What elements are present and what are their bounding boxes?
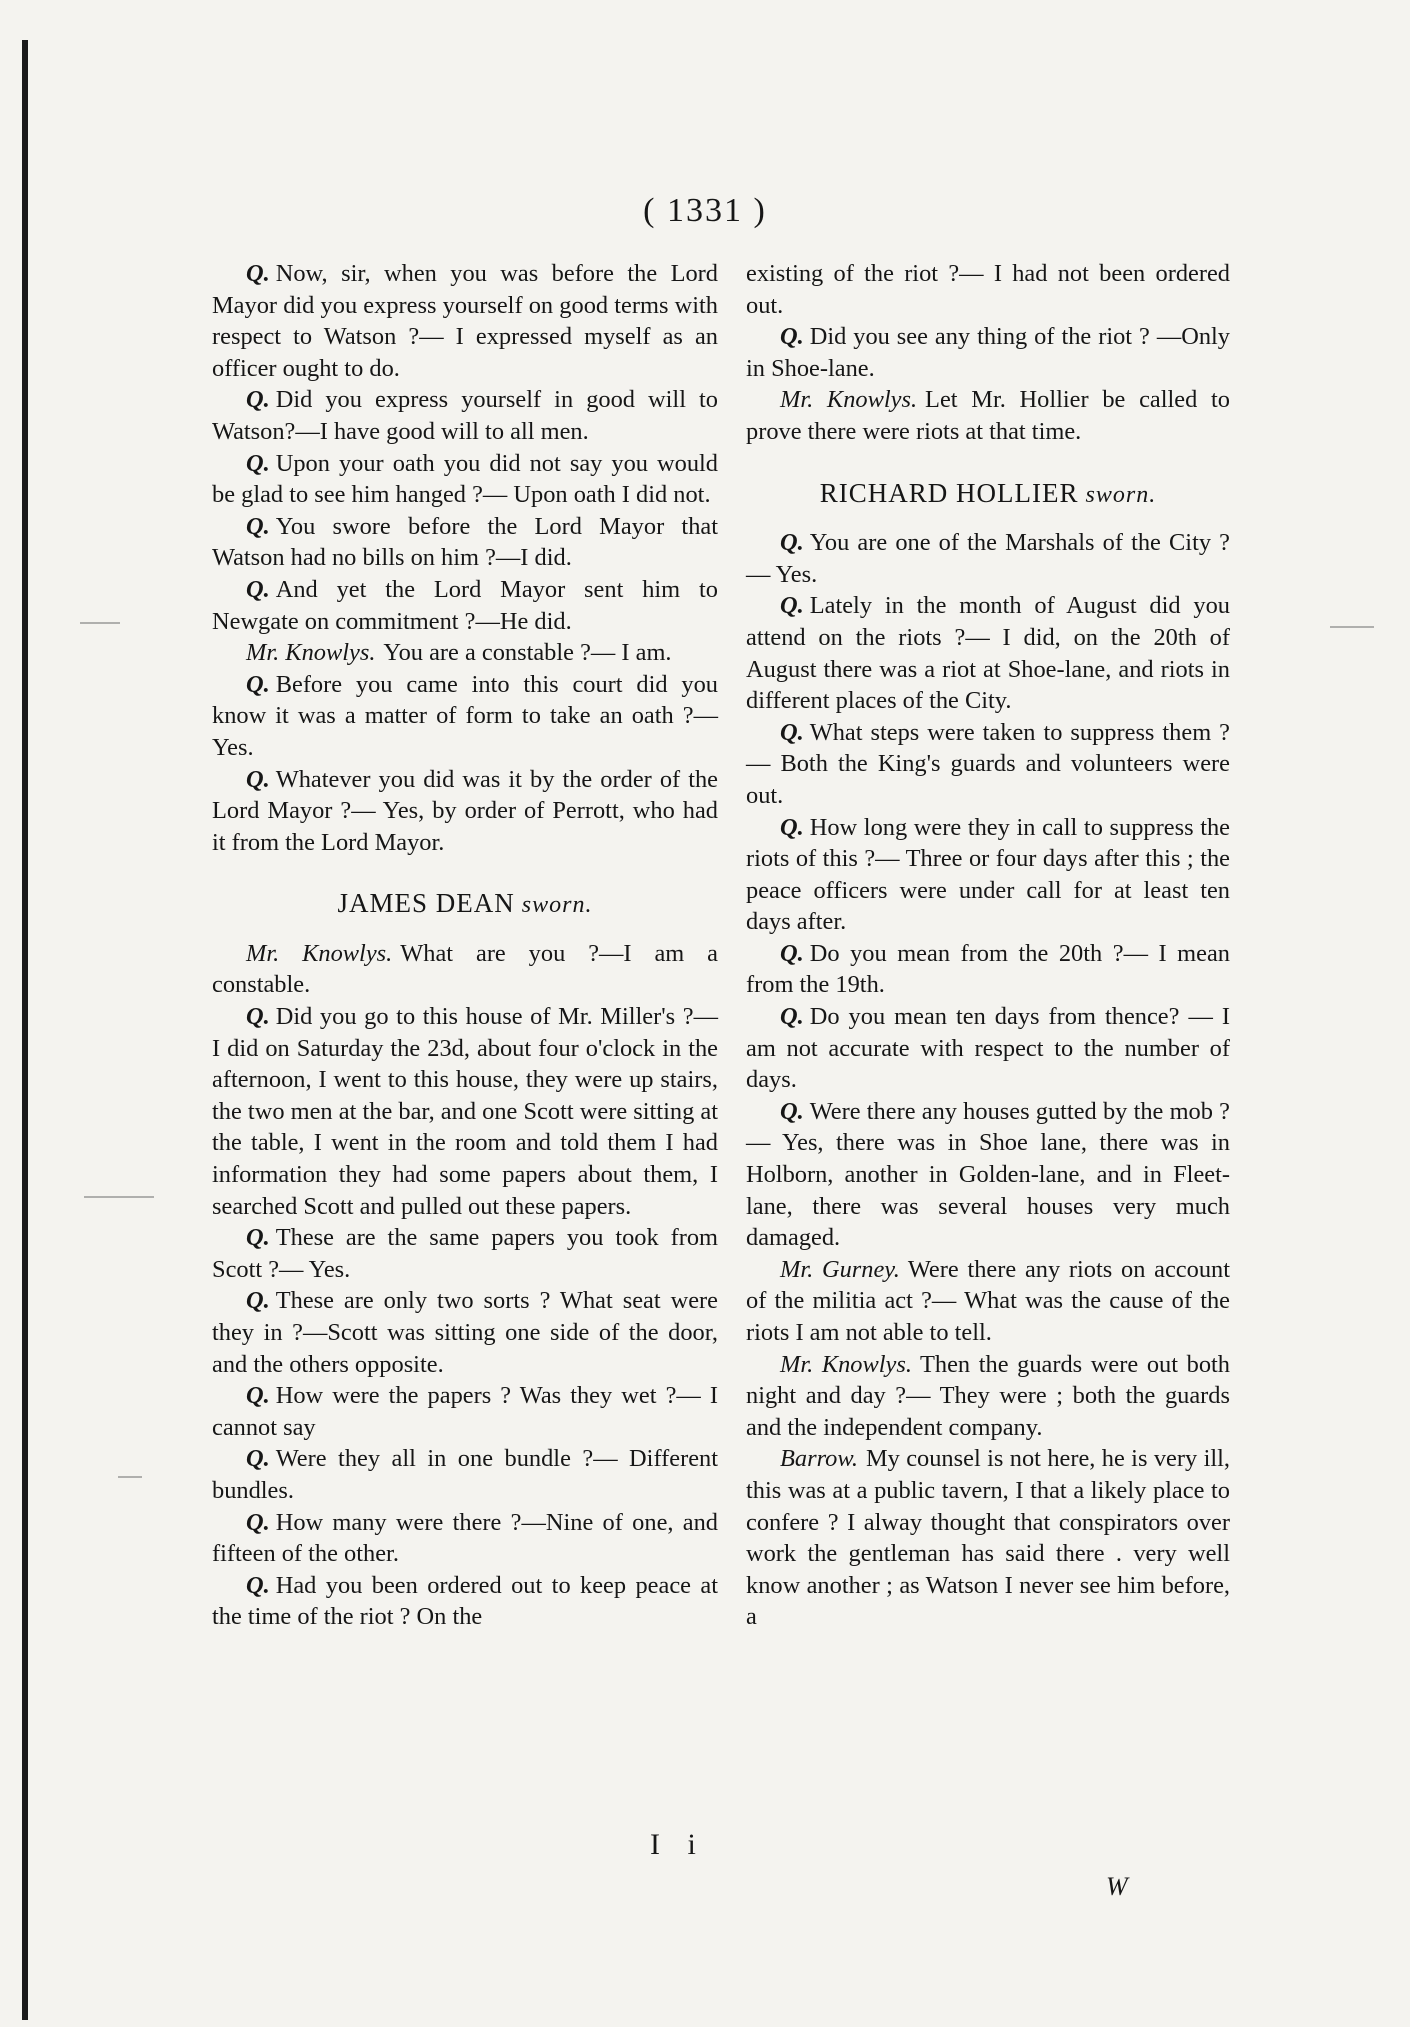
question-mark: Q. [246,1508,270,1536]
testimony-paragraph [212,764,718,859]
testimony-paragraph [212,1507,718,1570]
testimony-paragraph [746,812,1230,938]
question-mark: Q. [780,323,804,351]
testimony-paragraph [212,1570,718,1633]
testimony-paragraph [746,717,1230,812]
testimony-paragraph [746,258,1230,321]
question-mark: Q. [246,670,270,698]
testimony-text: Were they all in one bundle ?— Different bundles. [212,1445,718,1504]
testimony-paragraph [746,938,1230,1001]
question-mark: Q. [246,260,270,287]
testimony-paragraph [746,527,1230,590]
witness-heading [212,888,718,922]
testimony-text: Do you mean ten days from thence? — I am not accurate with respect to the number of days. [746,1003,1230,1094]
testimony-text: You swore before the Lord Mayor that Watson had no bills on him ?—I did. [212,512,718,572]
testimony-paragraph [746,590,1230,716]
question-mark: Q. [780,529,804,557]
testimony-text: And yet the Lord Mayor sent him to Newgate on commitment ?—He did. [212,575,718,635]
speaker-name: Mr. Knowlys. [780,1350,912,1378]
testimony-text: Then the guards were out both night and day ?— They were ; both the guards and the independent company. [746,1350,1230,1441]
testimony-text: What are you ?—I am a constable. [212,939,718,999]
testimony-text: How long were they in call to suppress the riots of this ?— Three or four days after this ; the peace officers were under call for at least ten days after. [746,813,1230,936]
question-mark: Q. [246,386,270,414]
testimony-paragraph [746,1254,1230,1349]
question-mark: Q. [780,1097,804,1125]
question-mark: Q. [246,765,270,793]
testimony-paragraph [212,1380,718,1443]
testimony-text: My counsel is not here, he is very ill, this was at a public tavern, I that a likely place to confere ? I alway thought that conspirators over work the gentleman has said there . very well know another ; as Watson I never see him before, a [746,1445,1230,1631]
witness-name: RICHARD HOLLIER [819,477,1079,508]
witness-heading [746,478,1230,512]
testimony-text: Before you came into this court did you know it was a matter of form to take an oath ?— Yes. [212,670,718,761]
testimony-text: These are only two sorts ? What seat were they in ?—Scott was sitting one side of the door, and the others opposite. [212,1287,718,1378]
scan-smudge [1330,626,1374,628]
signature-mark: I i [650,1828,706,1861]
scan-smudge [84,1196,154,1198]
testimony-text: Did you go to this house of Mr. Miller's ?— I did on Saturday the 23d, about four o'clock in the afternoon, I went to this house, they were up stairs, the two men at the bar, and one Scott were sitting at the table, I went in the room and told them I had information they had some papers about them, I searched Scott and pulled out these papers. [212,1003,718,1220]
question-mark: Q. [246,1003,270,1031]
testimony-text: existing of the riot ?— I had not been ordered out. [746,260,1230,319]
question-mark: Q. [780,939,804,967]
testimony-text: Were there any houses gutted by the mob ?— Yes, there was in Shoe lane, there was in Holborn, another in Golden-lane, and in Fleet-lane, there was several houses very much damaged. [746,1097,1230,1252]
sworn-label: sworn. [514,892,593,919]
testimony-paragraph [746,384,1230,447]
sworn-label: sworn. [1078,481,1157,508]
testimony-text: You are a constable ?— I am. [383,639,672,667]
question-mark: Q. [246,575,270,603]
witness-name: JAMES DEAN [337,888,515,919]
testimony-text: Did you see any thing of the riot ? —Only in Shoe-lane. [746,323,1230,382]
question-mark: Q. [246,1287,270,1315]
testimony-paragraph [212,511,718,574]
testimony-text: Let Mr. Hollier be called to prove there were riots at that time. [746,386,1231,445]
testimony-paragraph [212,1001,718,1222]
question-mark: Q. [246,1382,270,1410]
testimony-text: Did you express yourself in good will to Watson?—I have good will to all men. [212,386,718,445]
testimony-paragraph [212,448,718,511]
testimony-paragraph [746,1443,1230,1633]
speaker-name: Mr. Knowlys. [780,386,918,414]
question-mark: Q. [780,592,804,620]
testimony-paragraph [746,321,1230,384]
testimony-paragraph [212,384,718,447]
question-mark: Q. [246,1224,270,1252]
catchword: W [1106,1872,1128,1901]
question-mark: Q. [246,1445,270,1473]
testimony-paragraph [212,1285,718,1380]
right-column [746,258,1230,1633]
question-mark: Q. [780,813,804,841]
testimony-paragraph [212,1222,718,1285]
testimony-text: How many were there ?—Nine of one, and fifteen of the other. [212,1508,718,1568]
speaker-name: Mr. Gurney. [780,1255,900,1283]
scan-smudge [80,622,120,624]
question-mark: Q. [780,1003,804,1031]
testimony-text: Whatever you did was it by the order of the Lord Mayor ?— Yes, by order of Perrott, who had it from the Lord Mayor. [212,765,718,856]
testimony-text: How were the papers ? Was they wet ?— I cannot say [212,1382,718,1441]
testimony-paragraph [212,574,718,637]
testimony-text: These are the same papers you took from Scott ?— Yes. [212,1224,718,1283]
testimony-paragraph [746,1096,1230,1254]
testimony-paragraph [212,938,718,1001]
testimony-paragraph [212,258,718,384]
testimony-text: Do you mean from the 20th ?— I mean from the 19th. [746,939,1230,999]
testimony-text: What steps were taken to suppress them ?— Both the King's guards and volunteers were out. [746,718,1230,809]
testimony-paragraph [212,637,718,669]
testimony-text: Now, sir, when you was before the Lord Mayor did you express yourself on good terms with respect to Watson ?— I expressed myself as an officer ought to do. [212,260,718,382]
testimony-text: You are one of the Marshals of the City ?— Yes. [746,529,1230,588]
testimony-paragraph [746,1001,1230,1096]
scan-binding-edge [22,40,28,2020]
scan-smudge [118,1476,142,1478]
testimony-paragraph [212,1443,718,1506]
left-column [212,258,718,1633]
testimony-text: Were there any riots on account of the militia act ?— What was the cause of the riots I am not able to tell. [746,1255,1230,1346]
speaker-name: Mr. Knowlys. [246,639,376,667]
page-number: ( 1331 ) [643,192,767,229]
testimony-text: Had you been ordered out to keep peace at the time of the riot ? On the [212,1571,718,1631]
speaker-name: Mr. Knowlys. [246,939,393,967]
question-mark: Q. [246,449,270,477]
testimony-text: Upon your oath you did not say you would be glad to see him hanged ?— Upon oath I did not. [212,449,718,509]
testimony-paragraph [212,669,718,764]
testimony-text: Lately in the month of August did you attend on the riots ?— I did, on the 20th of August there was a riot at Shoe-lane, and riots in different places of the City. [746,592,1230,715]
question-mark: Q. [246,512,270,540]
speaker-name: Barrow. [780,1445,858,1473]
question-mark: Q. [246,1571,270,1599]
question-mark: Q. [780,718,804,746]
testimony-paragraph [746,1349,1230,1444]
